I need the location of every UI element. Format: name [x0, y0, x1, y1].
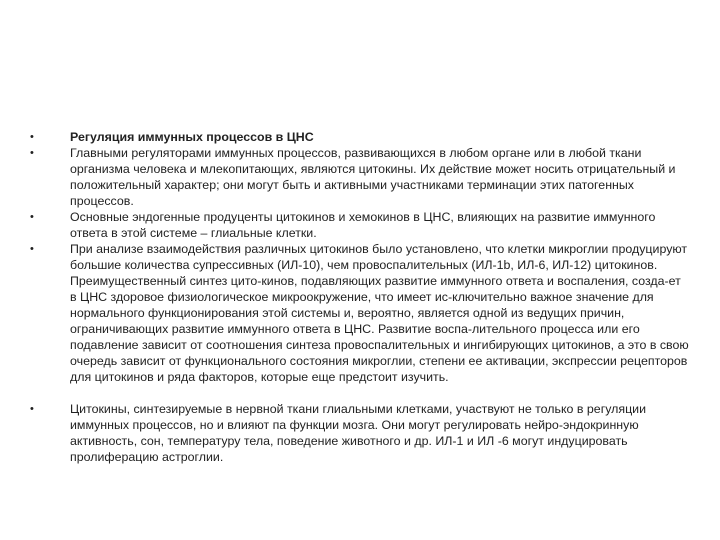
bullet-point-icon: • [30, 131, 34, 143]
bullet-text: При анализе взаимодействия различных цитокинов было установлено, что клетки микроглии продуцируют большие количества супрессивных (ИЛ-10), чем провоспалительных (ИЛ-1b, ИЛ-6, ИЛ-12) цитокинов. Преимущественный синтез цито-кинов, подавляющих развитие иммунного ответа и воспаления, созда-ет в ЦНС здоровое физиологическое микроокружение, что имеет ис-ключительно важное значение для нормального функционирования этой системы и, вероятно, является одной из ведущих причин, ограничивающих развитие иммунного ответа в ЦНС. Развитие воспа-лительного процесса или его подавление зависит от соотношения синтеза провоспалительных и ингибирующих цитокинов, а это в свою очередь зависит от функционального состояния микроглии, степени ее активации, экспрессии рецепторов для цитокинов и ряда факторов, которые еще предстоит изучить. [70, 242, 689, 384]
bullet-text: Цитокины, синтезируемые в нервной ткани глиальными клетками, участвуют не только в регуляции иммунных процессов, но и влияют па функции мозга. Они могут регулировать нейро-эндокринную активность, сон, температуру тела, поведение животного и др. ИЛ-1 и ИЛ -6 могут индуцировать пролиферацию астроглии. [70, 402, 647, 464]
bullet-item-microglia [30, 241, 690, 385]
bullet-item-brain-function [30, 401, 690, 465]
bullet-item-regulators [30, 145, 690, 209]
slide-heading: Регуляция иммунных процессов в ЦНС [70, 130, 314, 144]
bullet-list [30, 129, 690, 465]
bullet-point-icon: • [30, 403, 34, 415]
bullet-item-producers [30, 209, 690, 241]
bullet-point-icon: • [30, 147, 34, 159]
bullet-point-icon: • [30, 211, 34, 223]
bullet-text: Главными регуляторами иммунных процессов, развивающихся в любом органе или в любой ткани организма человека и млекопитающих, являются цитокины. Их действие может носить отрицательный и положительный характер; они могут быть и активными участниками терминации этих патогенных процессов. [70, 146, 676, 208]
bullet-point-icon: • [30, 243, 34, 255]
bullet-item-title [30, 129, 690, 145]
bullet-text: Основные эндогенные продуценты цитокинов и хемокинов в ЦНС, влияющих на развитие иммунного ответа в этой системе – глиальные клетки. [70, 210, 656, 240]
